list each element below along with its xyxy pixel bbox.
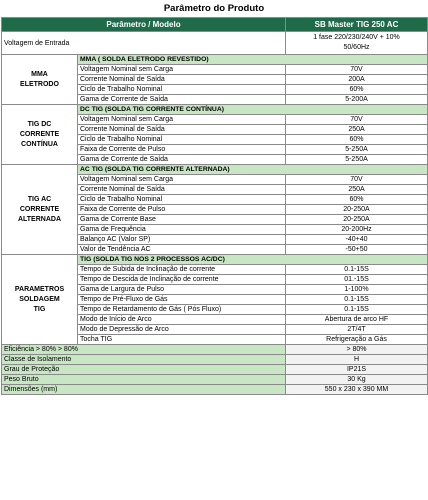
param-name: Modo de Depressão de Arco xyxy=(78,325,286,335)
param-name: Ciclo de Trabalho Nominal xyxy=(78,135,286,145)
group-label: TIG DC CORRENTE CONTÍNUA xyxy=(2,105,78,165)
param-name: Ciclo de Trabalho Nominal xyxy=(78,195,286,205)
page-title: Parâmetro do Produto xyxy=(163,3,265,14)
param-value: 2T/4T xyxy=(286,325,428,335)
param-name: Tempo de Retardamento de Gás ( Pós Fluxo) xyxy=(78,305,286,315)
spec-label: Grau de Proteção xyxy=(2,365,286,375)
param-name: Tocha TIG xyxy=(78,335,286,345)
param-value: 5-250A xyxy=(286,155,428,165)
spec-label: Eficiência > 80% > 80% xyxy=(2,345,286,355)
param-value: -40+40 xyxy=(286,235,428,245)
spec-value: > 80% xyxy=(286,345,428,355)
param-value: 20-250A xyxy=(286,205,428,215)
input-voltage-value: 1 fase 220/230/240V + 10% 50/60Hz xyxy=(286,32,428,55)
group-title-row xyxy=(2,105,428,115)
param-name: Balanço AC (Valor SP) xyxy=(78,235,286,245)
param-name: Gama de Frequência xyxy=(78,225,286,235)
param-name: Ciclo de Trabalho Nominal xyxy=(78,85,286,95)
param-name: Tempo de Subida de Inclinação de corrente xyxy=(78,265,286,275)
param-name: Faixa de Corrente de Pulso xyxy=(78,205,286,215)
spec-value: IP21S xyxy=(286,365,428,375)
param-name: Modo de Início de Arco xyxy=(78,315,286,325)
spec-value: 30 Kg xyxy=(286,375,428,385)
param-value: Refrigeração a Gás xyxy=(286,335,428,345)
param-value: 250A xyxy=(286,185,428,195)
param-name: Gama de Corrente Base xyxy=(78,215,286,225)
param-value: 250A xyxy=(286,125,428,135)
table-row xyxy=(2,375,428,385)
param-value: -50+50 xyxy=(286,245,428,255)
param-name: Valor de Tendência AC xyxy=(78,245,286,255)
input-voltage-label: Voltagem de Entrada xyxy=(2,32,286,55)
param-name: Voltagem Nominal sem Carga xyxy=(78,65,286,75)
param-name: Gama de Corrente de Saída xyxy=(78,155,286,165)
param-value: 200A xyxy=(286,75,428,85)
param-name: Voltagem Nominal sem Carga xyxy=(78,115,286,125)
group-title: AC TIG (SOLDA TIG CORRENTE ALTERNADA) xyxy=(78,165,428,175)
param-value: 0.1-15S xyxy=(286,305,428,315)
group-title-row xyxy=(2,55,428,65)
spec-value: H xyxy=(286,355,428,365)
group-title: TIG (SOLDA TIG NOS 2 PROCESSOS AC/DC) xyxy=(78,255,428,265)
param-name: Voltagem Nominal sem Carga xyxy=(78,175,286,185)
table-row xyxy=(2,345,428,355)
group-label: MMA ELETRODO xyxy=(2,55,78,105)
group-title-row xyxy=(2,165,428,175)
param-value: 0.1-15S xyxy=(286,265,428,275)
param-value: 60% xyxy=(286,195,428,205)
param-value: 70V xyxy=(286,115,428,125)
param-value: 20-250A xyxy=(286,215,428,225)
spec-table xyxy=(1,17,428,395)
table-row xyxy=(2,385,428,395)
param-value: 5-250A xyxy=(286,145,428,155)
param-value: 1-100% xyxy=(286,285,428,295)
param-value: 60% xyxy=(286,135,428,145)
group-title: MMA ( SOLDA ELETRODO REVESTIDO) xyxy=(78,55,428,65)
param-value: 70V xyxy=(286,175,428,185)
table-header-row xyxy=(2,18,428,32)
param-value: Abertura de arco HF xyxy=(286,315,428,325)
group-title: DC TIG (SOLDA TIG CORRENTE CONTÍNUA) xyxy=(78,105,428,115)
param-name: Tempo de Descida de Inclinação de corrente xyxy=(78,275,286,285)
header-param: Parâmetro / Modelo xyxy=(2,18,286,32)
group-title-row xyxy=(2,255,428,265)
spec-label: Dimensões (mm) xyxy=(2,385,286,395)
spec-label: Peso Bruto xyxy=(2,375,286,385)
spec-table-body xyxy=(2,18,428,395)
spec-label: Classe de Isolamento xyxy=(2,355,286,365)
table-row xyxy=(2,355,428,365)
table-row xyxy=(2,365,428,375)
param-name: Gama de Largura de Pulso xyxy=(78,285,286,295)
param-value: 0.1-15S xyxy=(286,295,428,305)
input-voltage-row xyxy=(2,32,428,55)
spec-value: 550 x 230 x 390 MM xyxy=(286,385,428,395)
param-value: 60% xyxy=(286,85,428,95)
param-name: Corrente Nominal de Saída xyxy=(78,185,286,195)
param-name: Tempo de Pré-Fluxo de Gás xyxy=(78,295,286,305)
param-value: 70V xyxy=(286,65,428,75)
param-name: Gama de Corrente de Saída xyxy=(78,95,286,105)
param-name: Faixa de Corrente de Pulso xyxy=(78,145,286,155)
group-label: TIG AC CORRENTE ALTERNADA xyxy=(2,165,78,255)
param-value: 01.-15S xyxy=(286,275,428,285)
param-value: 5-200A xyxy=(286,95,428,105)
param-name: Corrente Nominal de Saída xyxy=(78,75,286,85)
header-model: SB Master TIG 250 AC xyxy=(286,18,428,32)
group-label: PARAMETROS SOLDAGEM TIG xyxy=(2,255,78,345)
param-value: 20-200Hz xyxy=(286,225,428,235)
param-name: Corrente Nominal de Saída xyxy=(78,125,286,135)
